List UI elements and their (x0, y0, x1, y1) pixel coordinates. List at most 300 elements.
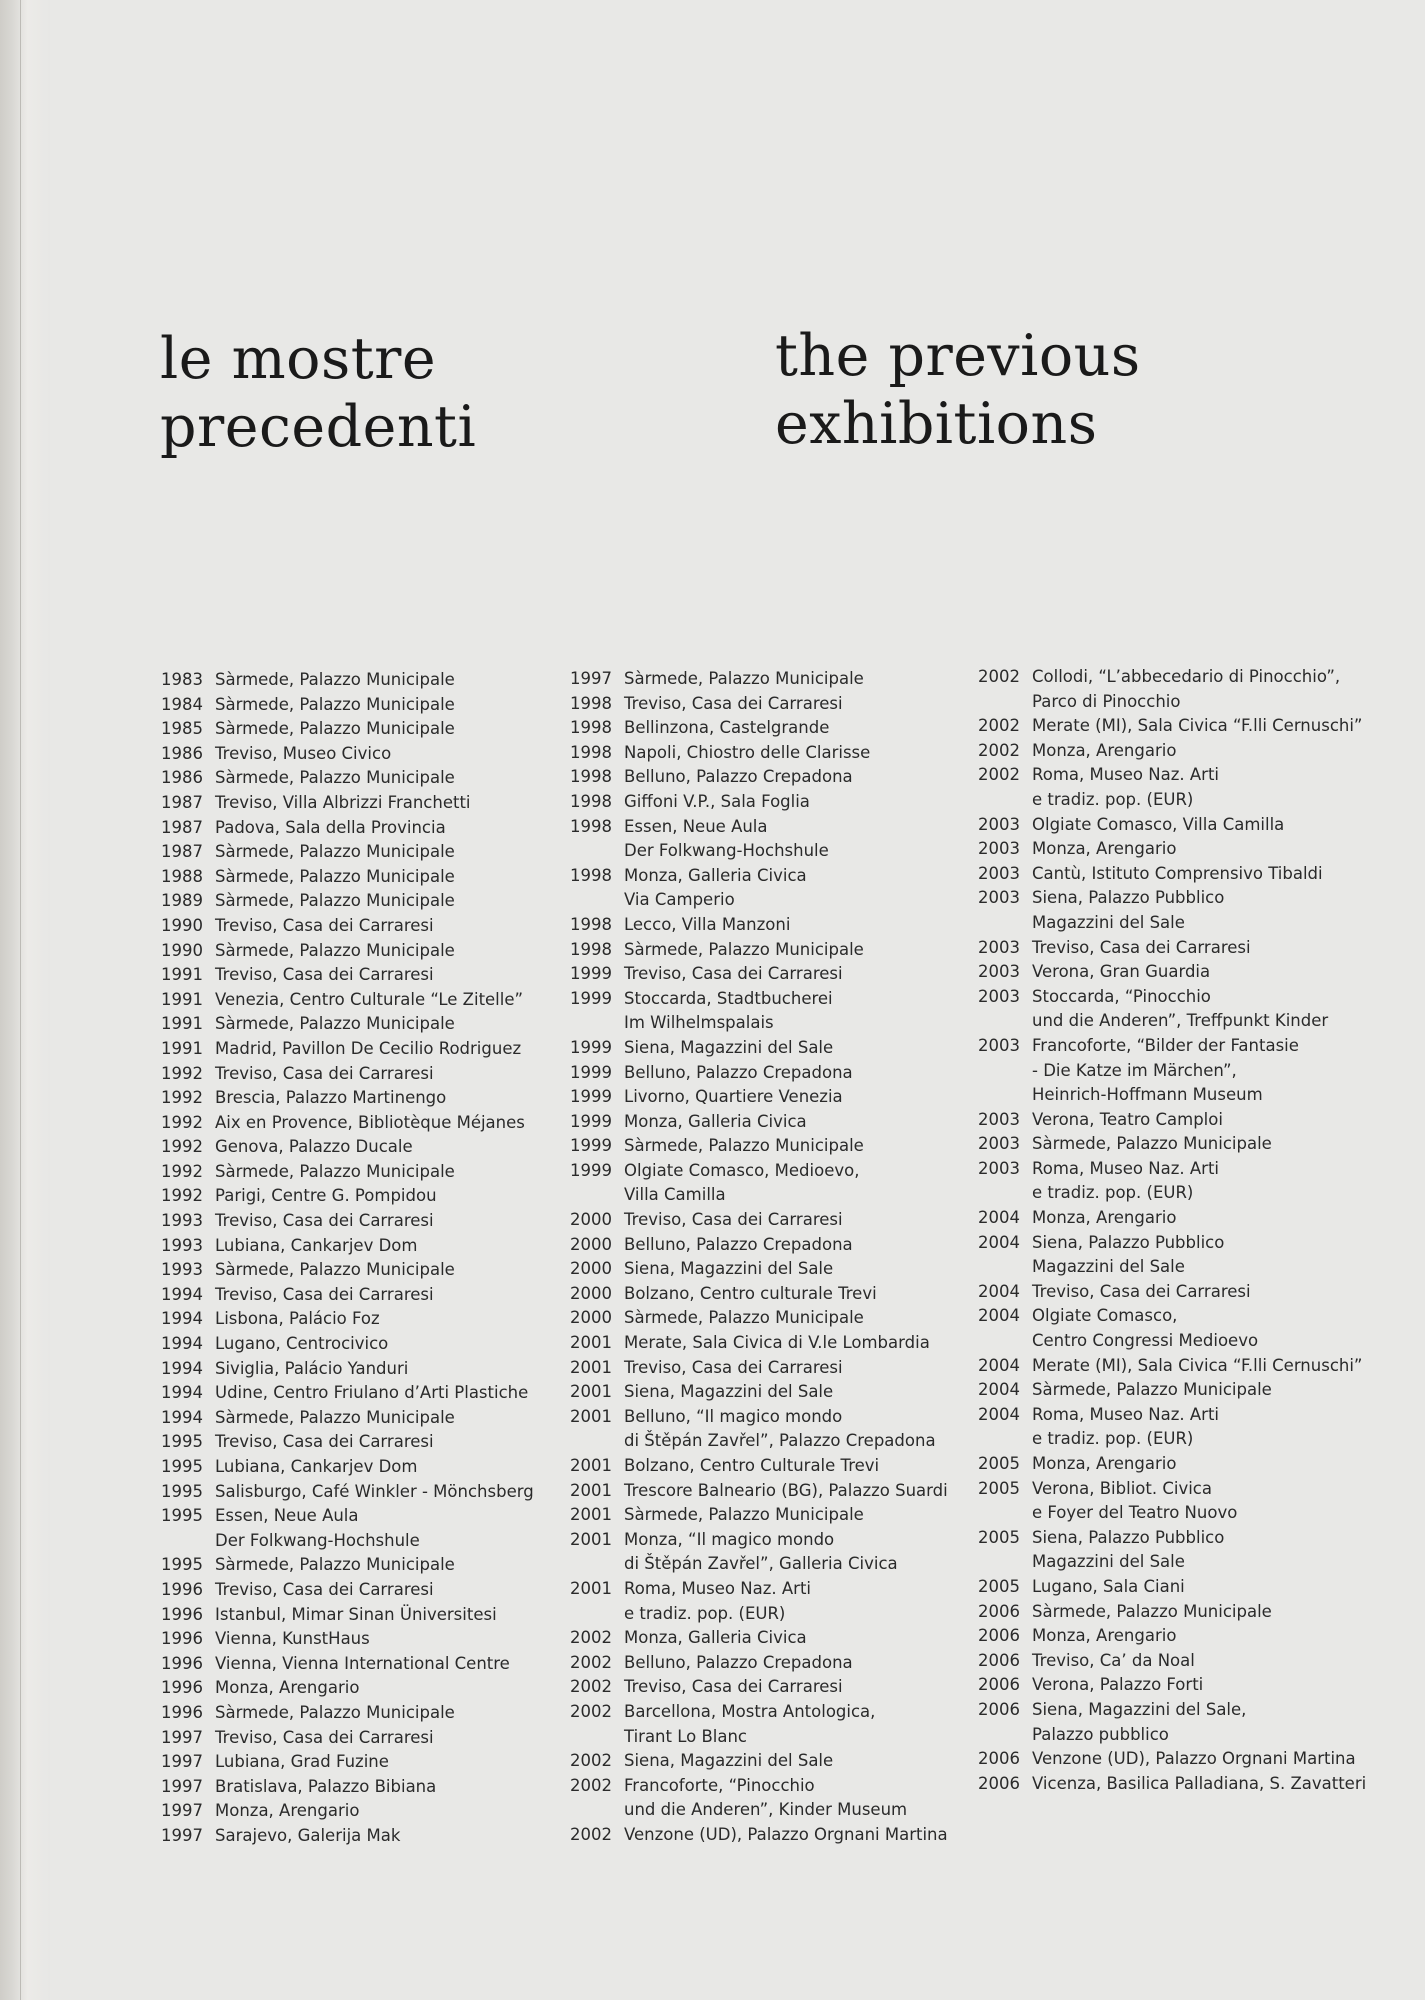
exhibition-venue-line: Treviso, Casa dei Carraresi (215, 1432, 434, 1452)
exhibition-entry (978, 1403, 1366, 1452)
exhibition-venue (215, 1111, 525, 1136)
exhibition-venue-line: Siena, Magazzini del Sale (624, 1382, 834, 1402)
exhibition-entry (570, 1380, 948, 1405)
exhibition-venue-line: Madrid, Pavillon De Cecilio Rodriguez (215, 1038, 522, 1058)
exhibition-venue (215, 816, 446, 841)
exhibition-year: 2000 (570, 1234, 612, 1254)
exhibition-venue (1032, 1206, 1176, 1231)
exhibition-entry (570, 1233, 948, 1258)
exhibition-venue (624, 938, 864, 963)
exhibition-venue-line: Treviso, Casa dei Carraresi (215, 965, 434, 985)
exhibition-year: 2003 (978, 863, 1020, 883)
exhibition-venue (1032, 1354, 1362, 1379)
exhibition-venue-line: Magazzini del Sale (1032, 1257, 1185, 1277)
exhibition-venue-line: Treviso, Casa dei Carraresi (624, 1357, 843, 1377)
exhibition-venue (215, 840, 455, 865)
exhibition-venue (1032, 1108, 1223, 1133)
exhibition-year: 2004 (978, 1232, 1020, 1252)
exhibition-year: 1996 (161, 1579, 203, 1599)
exhibition-venue (624, 1208, 843, 1233)
exhibition-year: 2003 (978, 1134, 1020, 1154)
exhibition-venue (215, 1775, 436, 1800)
exhibition-venue (1032, 739, 1176, 764)
exhibition-entry (978, 886, 1366, 935)
exhibition-entry (161, 1062, 534, 1087)
exhibition-year: 1998 (570, 865, 612, 885)
exhibition-entry (570, 1257, 948, 1282)
exhibition-year: 1996 (161, 1629, 203, 1649)
exhibition-venue (1032, 1378, 1272, 1403)
exhibition-venue (624, 1331, 930, 1356)
exhibition-venue (215, 1307, 380, 1332)
exhibition-entry (570, 1454, 948, 1479)
exhibition-venue (215, 1455, 417, 1480)
exhibition-year: 2001 (570, 1456, 612, 1475)
exhibition-venue (624, 1110, 807, 1135)
exhibition-year: 1994 (161, 1407, 203, 1427)
exhibition-year: 1995 (161, 1432, 203, 1452)
exhibition-venue-line: Olgiate Comasco, (1032, 1306, 1178, 1326)
exhibition-entry (161, 865, 534, 890)
exhibition-venue (624, 667, 864, 692)
exhibition-venue-line: Monza, Arengario (1032, 839, 1177, 859)
exhibition-venue (1032, 813, 1284, 838)
exhibition-venue (215, 1012, 455, 1037)
exhibition-list-column-3 (978, 665, 1366, 1796)
exhibition-year: 1991 (161, 1038, 203, 1058)
exhibition-venue (624, 1675, 843, 1700)
exhibition-year: 1998 (570, 939, 612, 959)
exhibition-entry (161, 988, 534, 1013)
exhibition-venue (1032, 936, 1251, 961)
exhibition-venue-line: Sàrmede, Palazzo Municipale (215, 842, 455, 862)
exhibition-year: 1998 (570, 742, 612, 762)
exhibition-year: 1999 (570, 988, 612, 1008)
exhibition-venue (1032, 763, 1219, 812)
exhibition-venue-line: Essen, Neue Aula (215, 1506, 359, 1526)
exhibition-year: 2004 (978, 1281, 1020, 1301)
exhibition-venue (1032, 960, 1210, 985)
exhibition-venue (1032, 886, 1224, 935)
exhibition-venue (624, 1700, 875, 1749)
exhibition-year: 1987 (161, 817, 203, 837)
exhibition-venue-line: Padova, Sala della Provincia (215, 817, 446, 837)
exhibition-venue-line: Treviso, Villa Albrizzi Franchetti (215, 792, 471, 812)
exhibition-venue-line: Cantù, Istituto Comprensivo Tibaldi (1032, 863, 1323, 883)
exhibition-year: 1991 (161, 965, 203, 985)
exhibition-venue-line: Lubiana, Cankarjev Dom (215, 1457, 418, 1476)
exhibition-entry (161, 1676, 534, 1701)
exhibition-year: 1997 (161, 1825, 203, 1845)
exhibition-entry (161, 1750, 534, 1775)
exhibition-entry (978, 739, 1366, 764)
exhibition-venue (215, 1701, 455, 1726)
exhibition-venue-line: Monza, Galleria Civica (624, 1111, 807, 1131)
exhibition-year: 2001 (570, 1529, 612, 1549)
exhibition-year: 1997 (161, 1801, 203, 1821)
exhibition-venue-line: Livorno, Quartiere Venezia (624, 1087, 843, 1107)
exhibition-venue-line: Francoforte, “Bilder der Fantasie (1032, 1035, 1299, 1055)
exhibition-venue (215, 1553, 455, 1578)
exhibition-venue (215, 1406, 455, 1431)
exhibition-venue-line: Belluno, Palazzo Crepadona (624, 767, 853, 787)
exhibition-venue (624, 1356, 843, 1381)
exhibition-year: 1992 (161, 1137, 203, 1157)
exhibition-venue-line: Heinrich-Hoffmann Museum (1032, 1085, 1263, 1105)
exhibition-venue-line: Monza, Arengario (1032, 1626, 1177, 1646)
exhibition-venue (215, 865, 455, 890)
exhibition-venue (215, 1357, 408, 1382)
exhibition-entry (978, 1649, 1366, 1674)
exhibition-venue-line: Magazzini del Sale (1032, 912, 1185, 932)
exhibition-entry (978, 1772, 1366, 1797)
exhibition-venue-line: Roma, Museo Naz. Arti (624, 1578, 812, 1598)
exhibition-entry (570, 1134, 948, 1159)
exhibition-venue (624, 741, 870, 766)
exhibition-entry (161, 1307, 534, 1332)
exhibition-venue (215, 1652, 510, 1677)
exhibition-venue (624, 1380, 833, 1405)
exhibition-entry (570, 938, 948, 963)
exhibition-venue (1032, 837, 1176, 862)
exhibition-venue-line: Collodi, “L’abbecedario di Pinocchio”, (1032, 667, 1341, 686)
exhibition-venue-line: Genova, Palazzo Ducale (215, 1137, 413, 1157)
exhibition-entry (161, 914, 534, 939)
exhibition-venue (215, 693, 455, 718)
exhibition-venue (215, 1676, 359, 1701)
exhibition-entry (161, 1578, 534, 1603)
exhibition-venue-line: Siena, Magazzini del Sale (624, 1751, 834, 1771)
exhibition-entry (978, 1378, 1366, 1403)
exhibition-venue (215, 1332, 388, 1357)
exhibition-venue (215, 1578, 434, 1603)
exhibition-venue-line: Sàrmede, Palazzo Municipale (1032, 1134, 1272, 1154)
exhibition-venue-line: e tradiz. pop. (EUR) (1032, 789, 1194, 809)
exhibition-year: 1996 (161, 1653, 203, 1673)
exhibition-year: 2004 (978, 1380, 1020, 1400)
exhibition-entry (161, 1258, 534, 1283)
exhibition-year: 1997 (161, 1752, 203, 1772)
exhibition-venue-line: Napoli, Chiostro delle Clarisse (624, 742, 871, 762)
exhibition-venue (215, 1799, 359, 1824)
exhibition-venue-line: Sàrmede, Palazzo Municipale (215, 768, 455, 788)
exhibition-year: 2002 (570, 1701, 612, 1721)
exhibition-venue-line: Siviglia, Palácio Yanduri (215, 1358, 409, 1378)
exhibition-entry (978, 665, 1366, 714)
exhibition-entry (570, 1479, 948, 1504)
exhibition-year: 1994 (161, 1284, 203, 1304)
exhibition-venue-line: Verona, Teatro Camploi (1032, 1109, 1223, 1129)
exhibition-venue-line: Treviso, Casa dei Carraresi (624, 693, 843, 713)
exhibition-entry (161, 1701, 534, 1726)
exhibition-entry (570, 1651, 948, 1676)
exhibition-entry (161, 939, 534, 964)
exhibition-venue (624, 1577, 811, 1626)
exhibition-venue-line: Sarajevo, Galerija Mak (215, 1825, 401, 1845)
exhibition-entry (570, 864, 948, 913)
exhibition-entry (978, 1698, 1366, 1747)
exhibition-entry (161, 1406, 534, 1431)
exhibition-year: 1987 (161, 842, 203, 862)
exhibition-venue-line: Monza, Arengario (215, 1801, 360, 1821)
exhibition-venue-line: Villa Camilla (624, 1185, 726, 1205)
exhibition-venue-line: Sàrmede, Palazzo Municipale (624, 1505, 864, 1525)
exhibition-venue (215, 1750, 389, 1775)
exhibition-entry (161, 1430, 534, 1455)
exhibition-venue-line: Merate (MI), Sala Civica “F.lli Cernuschi” (1032, 716, 1363, 736)
exhibition-venue (624, 1528, 898, 1577)
exhibition-entry (161, 1086, 534, 1111)
exhibition-venue (624, 1061, 853, 1086)
exhibition-venue-line: Treviso, Casa dei Carraresi (1032, 937, 1251, 957)
exhibition-year: 2006 (978, 1749, 1020, 1769)
exhibition-venue (624, 1774, 907, 1823)
exhibition-venue-line: Sàrmede, Palazzo Municipale (215, 1014, 455, 1034)
exhibition-year: 2003 (978, 937, 1020, 957)
exhibition-venue (215, 1234, 417, 1259)
exhibition-venue-line: Treviso, Museo Civico (215, 743, 392, 763)
exhibition-year: 2005 (978, 1478, 1020, 1498)
exhibition-year: 1998 (570, 816, 612, 836)
exhibition-venue-line: Venzone (UD), Palazzo Orgnani Martina (1032, 1749, 1356, 1769)
exhibition-entry (161, 1799, 534, 1824)
exhibition-venue (1032, 1280, 1251, 1305)
exhibition-venue (624, 1282, 877, 1307)
exhibition-entry (570, 667, 948, 692)
exhibition-venue-line: Sàrmede, Palazzo Municipale (215, 940, 455, 960)
exhibition-year: 1998 (570, 767, 612, 787)
exhibition-venue (624, 815, 829, 864)
exhibition-venue (215, 914, 434, 939)
exhibition-year: 1999 (570, 1037, 612, 1057)
exhibition-venue (215, 1184, 437, 1209)
exhibition-venue-line: Treviso, Casa dei Carraresi (1032, 1281, 1251, 1301)
exhibition-venue (624, 913, 790, 938)
exhibition-venue-line: Istanbul, Mimar Sinan Üniversitesi (215, 1604, 497, 1624)
exhibition-venue-line: Parigi, Centre G. Pompidou (215, 1186, 437, 1206)
exhibition-venue-line: und die Anderen”, Treffpunkt Kinder (1032, 1011, 1329, 1031)
exhibition-venue-line: Brescia, Palazzo Martinengo (215, 1088, 447, 1108)
exhibition-venue (1032, 1526, 1224, 1575)
exhibition-entry (161, 693, 534, 718)
exhibition-entry (978, 985, 1366, 1034)
exhibition-venue (624, 1085, 843, 1110)
exhibition-venue-line: Treviso, Casa dei Carraresi (215, 1211, 434, 1231)
exhibition-venue (215, 1135, 413, 1160)
exhibition-venue (624, 1749, 833, 1774)
exhibition-venue (1032, 1575, 1185, 1600)
exhibition-venue-line: Treviso, Casa dei Carraresi (215, 1284, 434, 1304)
exhibition-year: 2006 (978, 1675, 1020, 1695)
exhibition-venue-line: Sàrmede, Palazzo Municipale (215, 1161, 455, 1181)
exhibition-entry (978, 1108, 1366, 1133)
exhibition-entry (570, 913, 948, 938)
exhibition-venue (1032, 1403, 1219, 1452)
exhibition-entry (161, 1135, 534, 1160)
exhibition-entry (978, 1673, 1366, 1698)
exhibition-venue (624, 1405, 936, 1454)
exhibition-venue-line: Roma, Museo Naz. Arti (1032, 1158, 1220, 1178)
exhibition-venue (624, 1454, 879, 1479)
exhibition-entry (570, 1282, 948, 1307)
exhibition-venue-line: Siena, Palazzo Pubblico (1032, 888, 1225, 908)
exhibition-venue (1032, 714, 1362, 739)
exhibition-venue-line: Essen, Neue Aula (624, 816, 768, 836)
exhibition-venue-line: e Foyer del Teatro Nuovo (1032, 1503, 1238, 1523)
exhibition-year: 2005 (978, 1527, 1020, 1547)
exhibition-year: 1993 (161, 1260, 203, 1280)
exhibition-venue (1032, 1649, 1195, 1674)
exhibition-venue (624, 1134, 864, 1159)
exhibition-year: 2002 (570, 1751, 612, 1771)
exhibition-year: 1998 (570, 693, 612, 713)
exhibition-venue-line: Vicenza, Basilica Palladiana, S. Zavatteri (1032, 1773, 1367, 1793)
exhibition-year: 2004 (978, 1404, 1020, 1424)
exhibition-venue (1032, 1034, 1299, 1108)
exhibition-venue (624, 1626, 807, 1651)
exhibition-venue-line: Siena, Palazzo Pubblico (1032, 1232, 1225, 1252)
exhibition-year: 2001 (570, 1406, 612, 1426)
exhibition-year: 2006 (978, 1601, 1020, 1621)
exhibition-venue (215, 1258, 455, 1283)
exhibition-year: 1989 (161, 891, 203, 911)
exhibition-year: 1992 (161, 1161, 203, 1181)
exhibition-venue-line: e tradiz. pop. (EUR) (1032, 1429, 1194, 1449)
exhibition-year: 2001 (570, 1578, 612, 1598)
exhibition-entry (978, 1354, 1366, 1379)
exhibition-venue-line: Treviso, Ca’ da Noal (1032, 1650, 1195, 1670)
exhibition-venue (624, 1036, 833, 1061)
exhibition-entry (978, 1206, 1366, 1231)
exhibition-venue-line: Bellinzona, Castelgrande (624, 718, 830, 738)
exhibition-venue-line: Siena, Magazzini del Sale (624, 1037, 834, 1057)
exhibition-entry (570, 815, 948, 864)
exhibition-entry (570, 741, 948, 766)
exhibition-list-column-1 (161, 668, 534, 1849)
exhibition-venue-line: Lubiana, Grad Fuzine (215, 1752, 389, 1772)
exhibition-venue-line: Treviso, Casa dei Carraresi (215, 915, 434, 935)
exhibition-venue-line: Francoforte, “Pinocchio (624, 1775, 815, 1795)
exhibition-year: 2000 (570, 1259, 612, 1279)
exhibition-year: 2003 (978, 1158, 1020, 1178)
exhibition-venue-line: Via Camperio (624, 890, 735, 910)
exhibition-entry (161, 717, 534, 742)
exhibition-year: 1987 (161, 792, 203, 812)
exhibition-entry (161, 1332, 534, 1357)
exhibition-venue (215, 791, 471, 816)
exhibition-entry (978, 1231, 1366, 1280)
exhibition-entry (161, 1357, 534, 1382)
exhibition-year: 1984 (161, 694, 203, 714)
exhibition-year: 2003 (978, 1109, 1020, 1129)
exhibition-venue-line: Parco di Pinocchio (1032, 691, 1181, 711)
exhibition-venue-line: Belluno, “Il magico mondo (624, 1406, 843, 1426)
exhibition-venue (624, 692, 843, 717)
exhibition-year: 1992 (161, 1186, 203, 1206)
exhibition-entry (570, 765, 948, 790)
exhibition-venue-line: Sàrmede, Palazzo Municipale (215, 694, 455, 714)
exhibition-venue-line: Stoccarda, “Pinocchio (1032, 986, 1211, 1006)
exhibition-year: 1988 (161, 866, 203, 886)
exhibition-venue (1032, 1477, 1237, 1526)
exhibition-venue-line: Vienna, KunstHaus (215, 1629, 370, 1649)
exhibition-year: 1996 (161, 1702, 203, 1722)
exhibition-year: 1999 (570, 1136, 612, 1156)
exhibition-year: 1997 (570, 669, 612, 688)
exhibition-entry (978, 960, 1366, 985)
exhibition-year: 2000 (570, 1308, 612, 1328)
exhibition-venue (215, 1824, 400, 1849)
exhibition-year: 2002 (978, 740, 1020, 760)
exhibition-venue (215, 1086, 446, 1111)
exhibition-entry (570, 1036, 948, 1061)
exhibition-entry (978, 837, 1366, 862)
exhibition-venue-line: Siena, Magazzini del Sale, (1032, 1699, 1247, 1719)
exhibition-entry (161, 816, 534, 841)
exhibition-venue-line: Treviso, Casa dei Carraresi (215, 1579, 434, 1599)
exhibition-entry (978, 1280, 1366, 1305)
exhibition-year: 1994 (161, 1334, 203, 1354)
exhibition-entry (570, 1061, 948, 1086)
exhibition-venue (215, 1209, 434, 1234)
exhibition-venue-line: Monza, “Il magico mondo (624, 1529, 835, 1549)
exhibition-venue-line: Monza, Arengario (1032, 1454, 1177, 1473)
exhibition-venue-line: Sàrmede, Palazzo Municipale (215, 670, 455, 689)
exhibition-venue (624, 1479, 948, 1504)
exhibition-venue-line: Lubiana, Cankarjev Dom (215, 1235, 418, 1255)
exhibition-venue-line: di Štěpán Zavřel”, Galleria Civica (624, 1554, 898, 1574)
exhibition-year: 1997 (161, 1776, 203, 1796)
exhibition-year: 2004 (978, 1355, 1020, 1375)
exhibition-entry (570, 1208, 948, 1233)
exhibition-venue (624, 1823, 948, 1848)
exhibition-venue-line: Monza, Galleria Civica (624, 1628, 807, 1648)
exhibition-venue-line: Verona, Gran Guardia (1032, 962, 1211, 982)
exhibition-entry (161, 963, 534, 988)
exhibition-entry (161, 1504, 534, 1553)
exhibition-venue-line: Verona, Bibliot. Civica (1032, 1478, 1212, 1498)
exhibition-year: 2000 (570, 1210, 612, 1230)
exhibition-entry (978, 862, 1366, 887)
exhibition-year: 1995 (161, 1506, 203, 1526)
exhibition-venue-line: Sàrmede, Palazzo Municipale (215, 1555, 455, 1575)
exhibition-venue (624, 962, 843, 987)
exhibition-entry (161, 791, 534, 816)
exhibition-venue (215, 1603, 497, 1628)
exhibition-year: 2002 (570, 1824, 612, 1844)
exhibition-venue (624, 1233, 853, 1258)
exhibition-venue-line: Lecco, Villa Manzoni (624, 914, 791, 934)
exhibition-entry (161, 1627, 534, 1652)
exhibition-year: 2004 (978, 1306, 1020, 1326)
exhibition-entry (161, 742, 534, 767)
exhibition-year: 2002 (978, 667, 1020, 686)
exhibition-year: 2001 (570, 1480, 612, 1500)
exhibition-venue-line: Sàrmede, Palazzo Municipale (215, 1702, 455, 1722)
exhibition-entry (570, 962, 948, 987)
exhibition-year: 2003 (978, 1035, 1020, 1055)
exhibition-entry (978, 813, 1366, 838)
exhibition-venue-line: Sàrmede, Palazzo Municipale (624, 1136, 864, 1156)
page-edge (0, 0, 50, 2000)
exhibition-year: 1994 (161, 1383, 203, 1403)
exhibition-entry (570, 1306, 948, 1331)
exhibition-year: 2003 (978, 986, 1020, 1006)
exhibition-venue (1032, 1304, 1258, 1353)
exhibition-venue (215, 766, 455, 791)
exhibition-venue (1032, 665, 1340, 714)
exhibition-venue (624, 765, 853, 790)
